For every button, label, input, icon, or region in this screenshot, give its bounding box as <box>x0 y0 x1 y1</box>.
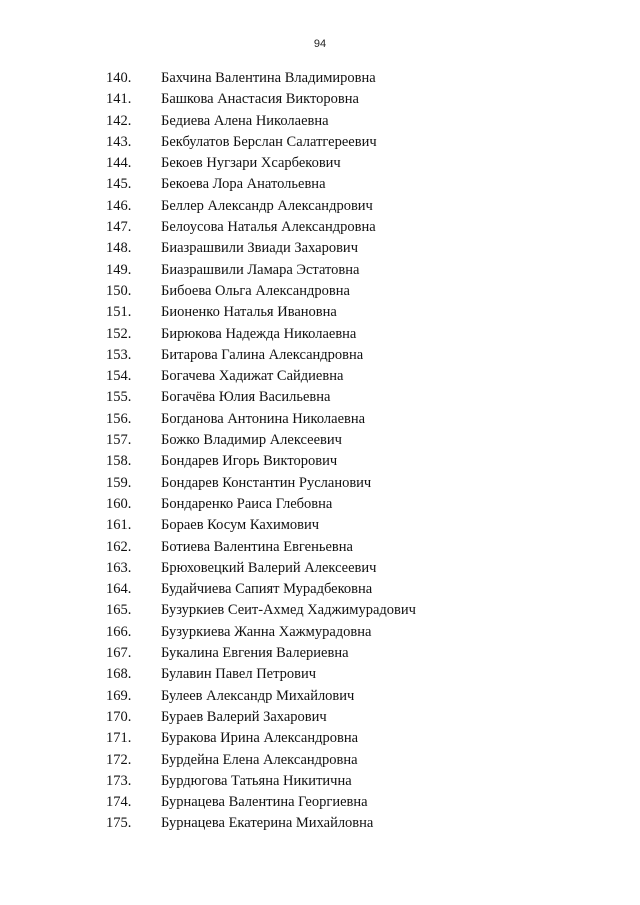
list-item <box>0 68 640 89</box>
list-item-number: 160. <box>106 495 132 512</box>
list-item <box>0 622 640 643</box>
list-item-number: 140. <box>106 70 132 86</box>
list-item <box>0 600 640 621</box>
list-item-number: 169. <box>106 687 132 704</box>
list-item-name: Бибоева Ольга Александровна <box>161 282 350 299</box>
list-item-name: Башкова Анастасия Викторовна <box>161 91 359 108</box>
list-item <box>0 302 640 323</box>
list-item <box>0 728 640 749</box>
list-item-number: 146. <box>106 197 132 214</box>
list-item <box>0 153 640 174</box>
list-item <box>0 387 640 408</box>
list-item <box>0 771 640 792</box>
list-item-number: 163. <box>106 559 132 576</box>
list-item-number: 165. <box>106 602 132 619</box>
list-item <box>0 494 640 515</box>
list-item-number: 173. <box>106 772 132 789</box>
list-item <box>0 217 640 238</box>
list-item-name: Богачёва Юлия Васильевна <box>161 389 331 406</box>
list-item <box>0 451 640 472</box>
list-item <box>0 558 640 579</box>
list-item <box>0 89 640 110</box>
list-item-name: Бекоев Нугзари Хсарбекович <box>161 155 341 172</box>
list-item-number: 172. <box>106 751 132 768</box>
list-item-name: Бондарев Игорь Викторович <box>161 453 338 470</box>
list-item <box>0 579 640 600</box>
list-item <box>0 260 640 281</box>
list-item-name: Бораев Косум Кахимович <box>161 517 320 534</box>
list-item-name: Биазрашвили Звиади Захарович <box>161 240 358 257</box>
list-item-number: 168. <box>106 666 132 683</box>
list-item-name: Битарова Галина Александровна <box>161 346 364 363</box>
list-item <box>0 707 640 728</box>
list-item <box>0 750 640 771</box>
list-item-number: 161. <box>106 517 132 534</box>
list-item-number: 144. <box>106 155 132 172</box>
list-item-name: Ботиева Валентина Евгеньевна <box>161 538 353 555</box>
list-item-number: 167. <box>106 645 132 662</box>
list-item <box>0 366 640 387</box>
list-item-name: Бахчина Валентина Владимировна <box>161 70 376 86</box>
list-item-name: Бурдейна Елена Александровна <box>161 751 358 768</box>
list-item-name: Беллер Александр Александрович <box>161 197 373 214</box>
list-item <box>0 132 640 153</box>
list-item <box>0 281 640 302</box>
list-item-number: 158. <box>106 453 132 470</box>
list-item <box>0 537 640 558</box>
list-item-number: 148. <box>106 240 132 257</box>
list-item <box>0 813 640 834</box>
list-item <box>0 196 640 217</box>
list-item-number: 166. <box>106 623 132 640</box>
list-item-name: Белоусова Наталья Александровна <box>161 219 376 236</box>
list-item <box>0 664 640 685</box>
list-item-name: Бондарев Константин Русланович <box>161 474 372 491</box>
list-item-number: 150. <box>106 282 132 299</box>
list-item-name: Бедиева Алена Николаевна <box>161 112 329 129</box>
list-item <box>0 345 640 366</box>
list-item-name: Булавин Павел Петрович <box>161 666 317 683</box>
list-item-name: Бионенко Наталья Ивановна <box>161 304 337 321</box>
list-item-number: 153. <box>106 346 132 363</box>
list-item-name: Бурдюгова Татьяна Никитична <box>161 772 352 789</box>
list-item <box>0 174 640 195</box>
list-item-number: 142. <box>106 112 132 129</box>
name-list <box>0 68 640 835</box>
list-item <box>0 686 640 707</box>
list-item <box>0 515 640 536</box>
list-item-name: Бураев Валерий Захарович <box>161 708 327 725</box>
list-item-number: 164. <box>106 581 132 598</box>
list-item <box>0 409 640 430</box>
list-item-number: 162. <box>106 538 132 555</box>
list-item-name: Богданова Антонина Николаевна <box>161 410 366 427</box>
list-item-name: Бурнацева Екатерина Михайловна <box>161 815 374 832</box>
list-item-name: Бузуркиев Сеит-Ахмед Хаджимурадович <box>161 602 416 619</box>
list-item-number: 171. <box>106 730 132 747</box>
list-item-number: 157. <box>106 432 132 449</box>
list-item-name: Бекбулатов Берслан Салатгереевич <box>161 133 377 150</box>
list-item-number: 155. <box>106 389 132 406</box>
list-item-number: 156. <box>106 410 132 427</box>
list-item-name: Божко Владимир Алексеевич <box>161 432 342 449</box>
list-item <box>0 111 640 132</box>
page-number: 94 <box>313 38 327 50</box>
list-item-number: 149. <box>106 261 132 278</box>
list-item-name: Буракова Ирина Александровна <box>161 730 359 747</box>
list-item-name: Бирюкова Надежда Николаевна <box>161 325 357 342</box>
list-item-name: Бузуркиева Жанна Хажмурадовна <box>161 623 372 640</box>
list-item-name: Биазрашвили Ламара Эстатовна <box>161 261 360 278</box>
list-item-number: 174. <box>106 794 132 811</box>
list-item-number: 154. <box>106 368 132 385</box>
list-item-number: 151. <box>106 304 132 321</box>
list-item <box>0 430 640 451</box>
list-item <box>0 643 640 664</box>
list-item-name: Булеев Александр Михайлович <box>161 687 355 704</box>
list-item-name: Брюховецкий Валерий Алексеевич <box>161 559 377 576</box>
list-item-name: Богачева Хадижат Сайдиевна <box>161 368 344 385</box>
list-item-number: 145. <box>106 176 132 193</box>
list-item-name: Будайчиева Сапият Мурадбековна <box>161 581 373 598</box>
list-item-number: 175. <box>106 815 132 832</box>
list-item <box>0 324 640 345</box>
list-item <box>0 473 640 494</box>
list-item-number: 143. <box>106 133 132 150</box>
list-item-number: 152. <box>106 325 132 342</box>
list-item-number: 147. <box>106 219 132 236</box>
list-item-name: Бурнацева Валентина Георгиевна <box>161 794 368 811</box>
list-item <box>0 238 640 259</box>
list-item-name: Бондаренко Раиса Глебовна <box>161 495 333 512</box>
list-item-number: 159. <box>106 474 132 491</box>
list-item-number: 141. <box>106 91 132 108</box>
list-item-number: 170. <box>106 708 132 725</box>
list-item-name: Букалина Евгения Валериевна <box>161 645 349 662</box>
list-item <box>0 792 640 813</box>
list-item-name: Бекоева Лора Анатольевна <box>161 176 326 193</box>
